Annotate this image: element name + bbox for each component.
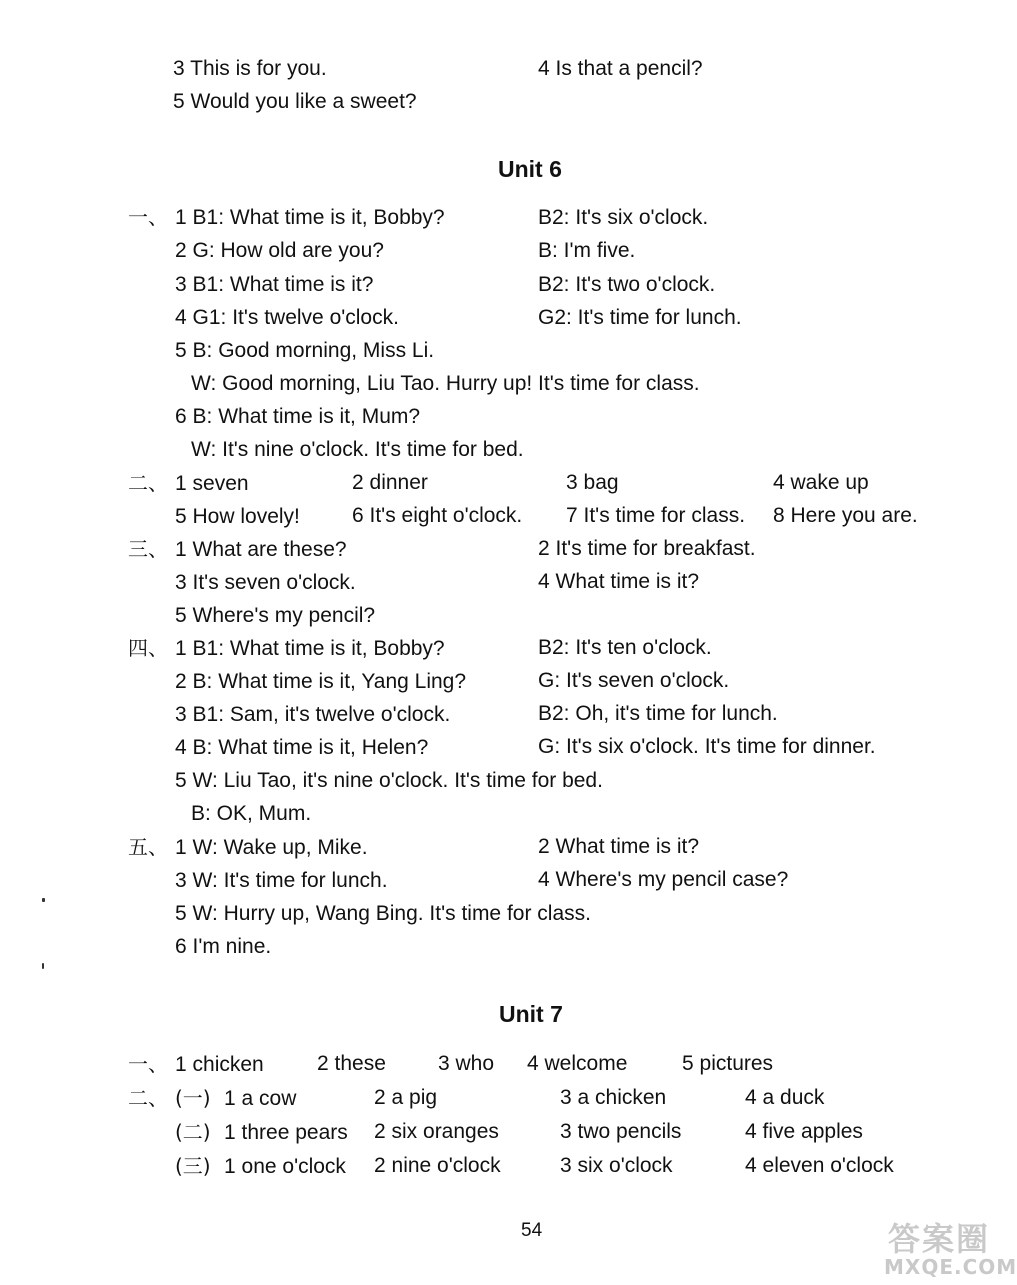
unit6-s2-item-7: 7 It's time for class. xyxy=(566,504,746,527)
unit6-s1-row6: 6 B: What time is it, Mum? xyxy=(175,405,421,428)
unit6-s1-row6-reply: W: It's nine o'clock. It's time for bed. xyxy=(191,438,524,461)
unit6-s3-item-2: 2 It's time for breakfast. xyxy=(538,537,756,560)
unit6-s1-row4-right: G2: It's time for lunch. xyxy=(538,306,742,329)
unit6-s3-item-4: 4 What time is it? xyxy=(538,570,700,593)
unit6-s2-item-1: 1 seven xyxy=(175,472,249,495)
unit6-s3-item-3: 3 It's seven o'clock. xyxy=(175,571,356,594)
unit7-s2-b-item-3: 3 two pencils xyxy=(560,1120,682,1143)
unit7-s1-item-1: 1 chicken xyxy=(175,1053,264,1076)
unit6-s1-row5: 5 B: Good morning, Miss Li. xyxy=(175,339,435,362)
unit6-s2-item-5: 5 How lovely! xyxy=(175,505,300,528)
unit7-s2-c-item-2: 2 nine o'clock xyxy=(374,1154,501,1177)
unit6-s4-row4-left: 4 B: What time is it, Helen? xyxy=(175,736,429,759)
watermark-logo xyxy=(884,1220,1017,1281)
unit7-s1-item-5: 5 pictures xyxy=(682,1052,774,1075)
unit6-s4-row1-right: B2: It's ten o'clock. xyxy=(538,636,712,659)
top-item-5: 5 Would you like a sweet? xyxy=(173,90,417,113)
unit6-s4-row5-reply: B: OK, Mum. xyxy=(191,802,312,825)
unit6-s1-row3-left: 3 B1: What time is it? xyxy=(175,273,374,296)
unit7-s2-a-item-2: 2 a pig xyxy=(374,1086,438,1109)
unit6-s4-row5: 5 W: Liu Tao, it's nine o'clock. It's time for bed. xyxy=(175,769,603,792)
unit6-s4-row3-left: 3 B1: Sam, it's twelve o'clock. xyxy=(175,703,451,726)
unit-6-title: Unit 6 xyxy=(498,156,562,182)
top-item-3: 3 This is for you. xyxy=(173,57,327,80)
unit6-s4-row1-left: 1 B1: What time is it, Bobby? xyxy=(175,637,445,660)
unit6-s3-item-1: 1 What are these? xyxy=(175,538,347,561)
unit6-s2-item-6: 6 It's eight o'clock. xyxy=(352,504,523,527)
unit6-section-3-marker: 三、 xyxy=(128,537,168,561)
watermark-top-text: 答案圈 xyxy=(887,1220,990,1258)
unit7-s1-item-2: 2 these xyxy=(317,1052,386,1075)
unit6-section-2-marker: 二、 xyxy=(128,471,168,495)
unit6-section-5-marker: 五、 xyxy=(128,835,168,859)
unit6-s2-item-3: 3 bag xyxy=(566,471,619,494)
top-item-4: 4 Is that a pencil? xyxy=(538,57,703,80)
unit6-s5-item-3: 3 W: It's time for lunch. xyxy=(175,869,388,892)
unit6-s1-row3-right: B2: It's two o'clock. xyxy=(538,273,716,296)
unit6-s1-row4-left: 4 G1: It's twelve o'clock. xyxy=(175,306,399,329)
unit6-s3-item-5: 5 Where's my pencil? xyxy=(175,604,376,627)
margin-speck xyxy=(42,963,44,969)
unit6-s2-item-2: 2 dinner xyxy=(352,471,428,494)
unit7-s2-sub-3-marker: (三) xyxy=(175,1154,211,1178)
unit6-s5-item-2: 2 What time is it? xyxy=(538,835,700,858)
unit6-s1-row1-left: 1 B1: What time is it, Bobby? xyxy=(175,206,445,229)
unit7-s2-c-item-4: 4 eleven o'clock xyxy=(745,1154,894,1177)
unit6-s2-item-8: 8 Here you are. xyxy=(773,504,918,527)
unit7-s2-b-item-1: 1 three pears xyxy=(224,1121,348,1144)
unit6-section-1-marker: 一、 xyxy=(128,205,168,229)
unit7-s1-item-3: 3 who xyxy=(438,1052,495,1075)
unit7-section-1-marker: 一、 xyxy=(128,1052,168,1076)
unit6-s2-item-4: 4 wake up xyxy=(773,471,869,494)
unit6-s5-item-6: 6 I'm nine. xyxy=(175,935,272,958)
unit-7-title: Unit 7 xyxy=(499,1001,563,1027)
unit7-s2-b-item-4: 4 five apples xyxy=(745,1120,863,1143)
unit6-s4-row2-left: 2 B: What time is it, Yang Ling? xyxy=(175,670,467,693)
margin-speck xyxy=(42,898,45,902)
unit6-section-4-marker: 四、 xyxy=(128,636,168,660)
unit6-s4-row4-right: G: It's six o'clock. It's time for dinner. xyxy=(538,735,876,758)
unit6-s5-item-5: 5 W: Hurry up, Wang Bing. It's time for class. xyxy=(175,902,591,925)
unit6-s1-row2-left: 2 G: How old are you? xyxy=(175,239,384,262)
unit7-s2-c-item-3: 3 six o'clock xyxy=(560,1154,673,1177)
unit6-s5-item-4: 4 Where's my pencil case? xyxy=(538,868,789,891)
unit7-s2-b-item-2: 2 six oranges xyxy=(374,1120,499,1143)
unit6-s4-row3-right: B2: Oh, it's time for lunch. xyxy=(538,702,778,725)
unit7-s2-sub-1-marker: (一) xyxy=(175,1086,211,1110)
unit7-s2-c-item-1: 1 one o'clock xyxy=(224,1155,346,1178)
watermark-bottom-text: MXQE.COM xyxy=(884,1255,1017,1279)
page-number: 54 xyxy=(521,1220,543,1241)
unit7-s1-item-4: 4 welcome xyxy=(527,1052,628,1075)
unit7-section-2-marker: 二、 xyxy=(128,1086,168,1110)
unit6-s4-row2-right: G: It's seven o'clock. xyxy=(538,669,730,692)
unit6-s1-row2-right: B: I'm five. xyxy=(538,239,636,262)
unit7-s2-a-item-3: 3 a chicken xyxy=(560,1086,667,1109)
unit7-s2-a-item-1: 1 a cow xyxy=(224,1087,297,1110)
unit7-s2-sub-2-marker: (二) xyxy=(175,1120,211,1144)
unit6-s1-row1-right: B2: It's six o'clock. xyxy=(538,206,709,229)
unit7-s2-a-item-4: 4 a duck xyxy=(745,1086,825,1109)
unit6-s1-row5-reply: W: Good morning, Liu Tao. Hurry up! It's time for class. xyxy=(191,372,700,395)
unit6-s5-item-1: 1 W: Wake up, Mike. xyxy=(175,836,368,859)
